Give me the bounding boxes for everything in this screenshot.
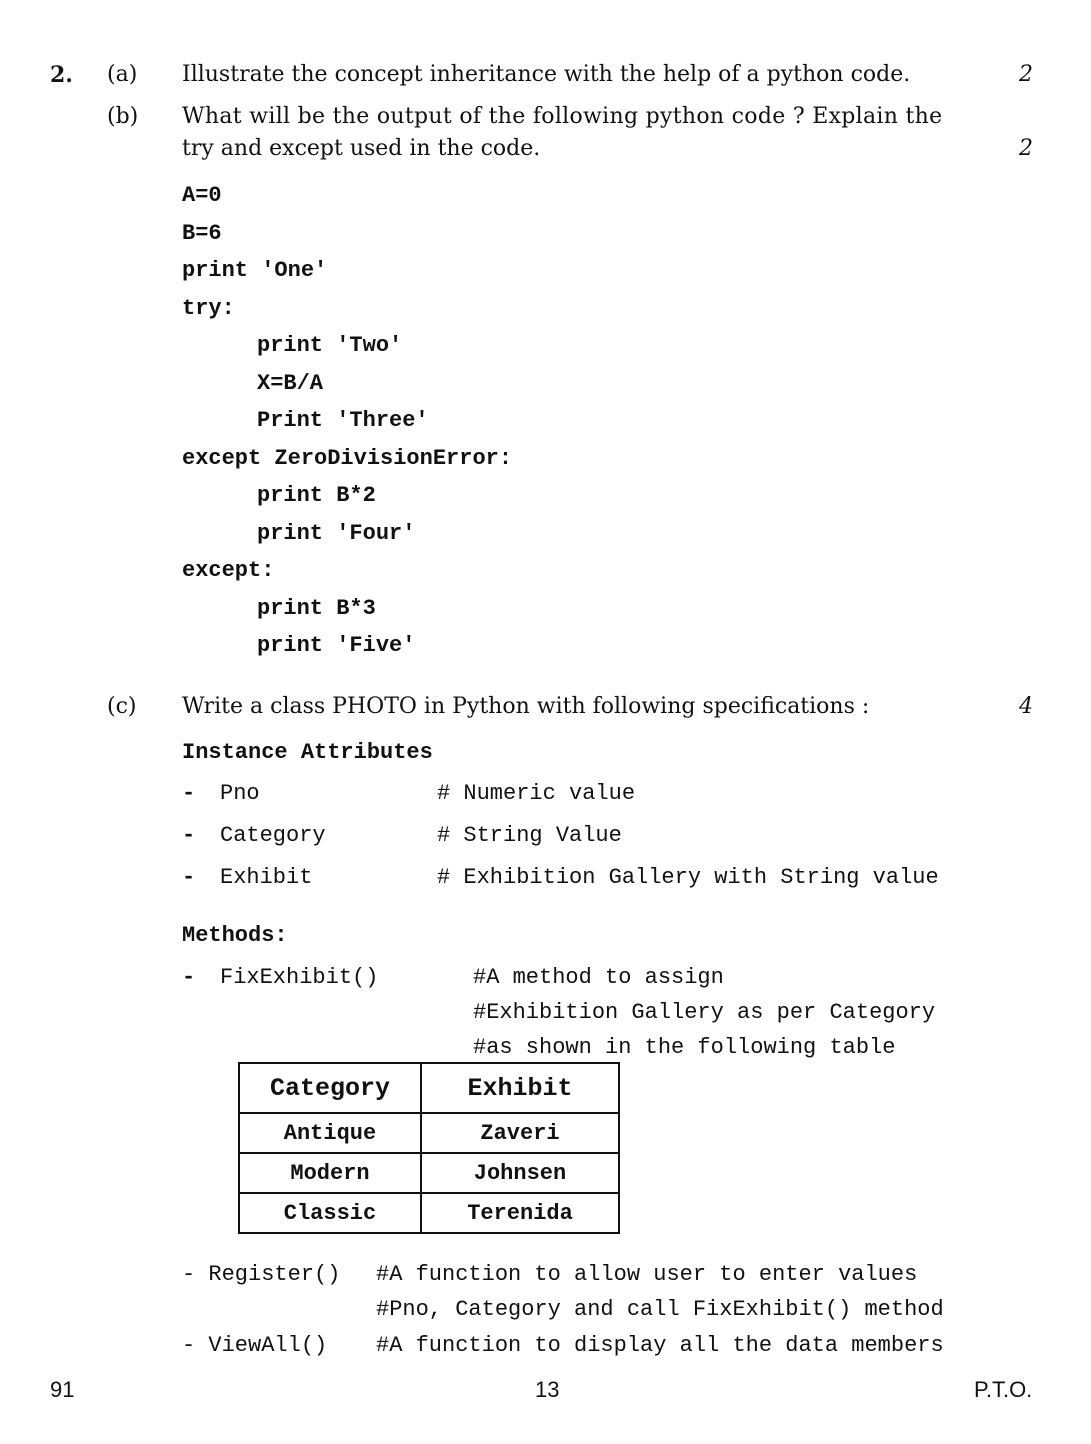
method-comment: #A function to display all the data members — [376, 1333, 944, 1358]
code-line: except: — [182, 558, 275, 583]
method-comment: #Pno, Category and call FixExhibit() method — [376, 1297, 944, 1322]
method-comment: #A method to assign — [473, 965, 724, 990]
table-cell: Antique — [239, 1113, 421, 1153]
code-line: except ZeroDivisionError: — [182, 446, 513, 471]
method-comment: #A function to allow user to enter values — [376, 1262, 918, 1287]
method-comment: #Exhibition Gallery as per Category — [473, 1000, 936, 1025]
category-exhibit-table — [238, 1062, 620, 1234]
question-number: 2. — [50, 62, 73, 88]
attr-name: Category — [220, 823, 326, 848]
table-cell: Classic — [239, 1193, 421, 1233]
code-line: A=0 — [182, 183, 222, 208]
method-register: - Register() — [182, 1262, 341, 1287]
part-c-marks: 4 — [1019, 694, 1033, 719]
table-header: Category — [239, 1063, 421, 1113]
instance-attributes-heading: Instance Attributes — [182, 740, 433, 765]
table-cell: Zaveri — [421, 1113, 619, 1153]
table-row — [239, 1153, 619, 1193]
part-a-marks: 2 — [1019, 62, 1033, 87]
part-c-text: Write a class PHOTO in Python with following specifications : — [182, 694, 870, 719]
attr-comment: # Exhibition Gallery with String value — [437, 865, 939, 890]
attr-name: Pno — [220, 781, 260, 806]
code-line: print 'One' — [182, 258, 328, 283]
table-row — [239, 1113, 619, 1153]
code-line: print B*3 — [257, 596, 376, 621]
attr-comment: # String Value — [437, 823, 622, 848]
code-line: print 'Two' — [257, 333, 403, 358]
code-line: Print 'Three' — [257, 408, 429, 433]
method-fixexhibit: FixExhibit() — [220, 965, 379, 990]
table-header: Exhibit — [421, 1063, 619, 1113]
paper-code: 91 — [50, 1377, 75, 1402]
method-comment: #as shown in the following table — [473, 1035, 896, 1060]
method-dash: - — [182, 965, 196, 990]
page-number: 13 — [535, 1377, 560, 1402]
attr-dash: - — [182, 781, 196, 806]
attr-dash: - — [182, 823, 196, 848]
part-b-text-line2: try and except used in the code. — [182, 136, 541, 161]
part-c-label: (c) — [107, 694, 137, 719]
code-line: try: — [182, 296, 235, 321]
table-cell: Johnsen — [421, 1153, 619, 1193]
part-a-label: (a) — [107, 62, 138, 87]
table-header-row — [239, 1063, 619, 1113]
attr-comment: # Numeric value — [437, 781, 636, 806]
code-line: print 'Four' — [257, 521, 416, 546]
method-viewall: - ViewAll() — [182, 1333, 328, 1358]
code-line: print B*2 — [257, 483, 376, 508]
table-cell: Terenida — [421, 1193, 619, 1233]
code-line: B=6 — [182, 221, 222, 246]
attr-name: Exhibit — [220, 865, 313, 890]
part-b-text-line1: What will be the output of the following python code ? Explain the — [182, 104, 943, 129]
part-b-marks: 2 — [1019, 136, 1033, 161]
code-line: print 'Five' — [257, 633, 416, 658]
pto-label: P.T.O. — [974, 1377, 1033, 1402]
methods-heading: Methods: — [182, 923, 288, 948]
part-b-label: (b) — [107, 104, 139, 129]
table-cell: Modern — [239, 1153, 421, 1193]
part-a-text: Illustrate the concept inheritance with the help of a python code. — [182, 62, 911, 87]
code-line: X=B/A — [257, 371, 324, 396]
attr-dash: - — [182, 865, 196, 890]
table-row — [239, 1193, 619, 1233]
